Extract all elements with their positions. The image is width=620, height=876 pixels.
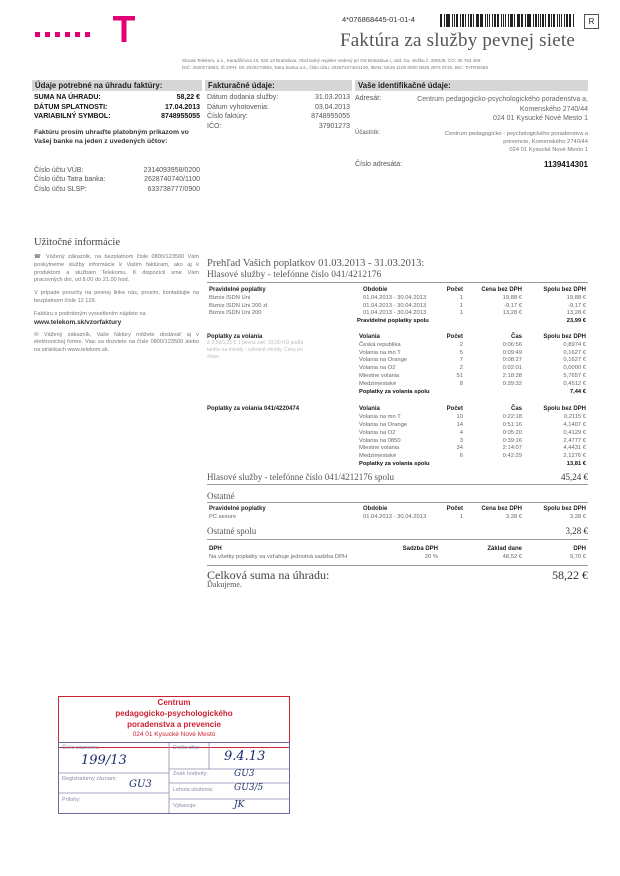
voice-total-label: Hlasové služby - telefónne číslo 041/4212176 spolu bbox=[207, 471, 394, 482]
kv-value: 2628740740/1100 bbox=[144, 176, 200, 183]
table-header-row bbox=[207, 506, 588, 514]
table-cell: -9,17 € bbox=[503, 302, 522, 309]
barcode-bar bbox=[561, 14, 562, 27]
table-cell: 4 bbox=[459, 429, 463, 436]
table-cell: Čas bbox=[510, 406, 522, 413]
barcode-bar bbox=[501, 14, 502, 27]
table-cell: Obdobie bbox=[363, 506, 388, 513]
table-cell: Pravidelné poplatky bbox=[209, 506, 266, 513]
barcode-bar bbox=[465, 14, 466, 27]
table-cell: Čas bbox=[510, 333, 522, 340]
barcode bbox=[440, 14, 575, 27]
kv-row bbox=[34, 112, 200, 122]
other-title: Ostatné bbox=[207, 491, 235, 502]
table-cell: 4,1407 € bbox=[563, 421, 586, 428]
attach-label: Prílohy: bbox=[62, 797, 81, 803]
barcode-bar bbox=[494, 14, 497, 27]
table-cell: 5 bbox=[459, 349, 463, 356]
text-line: 024 01 Kysucké Nové Mesto 1 bbox=[493, 115, 588, 122]
vat-cell: Základ dane bbox=[487, 546, 522, 553]
table-cell: 0,8974 € bbox=[563, 341, 586, 348]
addressee-number-label: Číslo adresáta: bbox=[355, 160, 403, 168]
calls1-block bbox=[207, 334, 588, 396]
total-label: Poplatky za volania spolu bbox=[359, 460, 430, 467]
table-cell: 13,28 € bbox=[566, 310, 586, 317]
table-cell: 8 bbox=[459, 380, 463, 387]
barcode-bar bbox=[462, 14, 465, 27]
barcode-bar bbox=[551, 14, 552, 27]
barcode-bar bbox=[525, 14, 526, 27]
table-cell: Volania na Orange bbox=[359, 421, 408, 428]
table-row bbox=[207, 295, 588, 303]
useful-p1-text: Vážený zákazník, na bezplatnom čísle 0800/123500 Vám poskytneme služby informácie k Vašim faktúram, ako aj k produktom a službám Telekomu. K dispozícii sme Vám pracovných dni, od 8.00 do 21.00 hod. bbox=[34, 254, 200, 284]
vat-cell: Na všetky poplatky sa vzťahuje jednotná sadzba DPH bbox=[209, 554, 348, 561]
table-row bbox=[357, 453, 588, 461]
table-cell: 3 bbox=[459, 437, 463, 444]
mark-label: Znak hodnoty: bbox=[173, 771, 208, 777]
table-cell: 0:22:18 bbox=[502, 414, 522, 421]
kv-label: Dátum vyhotovenia: bbox=[207, 103, 269, 111]
table-cell: 19,88 € bbox=[502, 294, 522, 301]
table-cell: 0:02:01 bbox=[502, 365, 522, 372]
barcode-bar bbox=[452, 14, 453, 27]
kv-row bbox=[34, 166, 200, 176]
table-row bbox=[357, 414, 588, 422]
vat-cell: Sadzba DPH bbox=[402, 546, 438, 553]
kv-row bbox=[207, 112, 350, 122]
kv-label: IČO: bbox=[207, 122, 222, 130]
barcode-bar bbox=[542, 14, 544, 27]
addressee-number: 1139414301 bbox=[543, 159, 588, 169]
table-cell: 3,28 € bbox=[505, 514, 522, 521]
addressee-number-row bbox=[355, 160, 588, 170]
table-cell: 19,88 € bbox=[566, 294, 586, 301]
barcode-bar bbox=[540, 14, 541, 27]
stamp-line-3: poradenstva a prevencie bbox=[127, 720, 221, 729]
table-cell: 2,1276 € bbox=[563, 453, 586, 460]
table-cell: 13,28 € bbox=[502, 310, 522, 317]
useful-p1 bbox=[34, 254, 199, 285]
table-cell: -9,17 € bbox=[567, 302, 586, 309]
reg-label: Číslo záznamu: bbox=[62, 745, 100, 751]
kv-label: DÁTUM SPLATNOSTI: bbox=[34, 103, 108, 111]
useful-p4 bbox=[34, 332, 199, 355]
table-cell: Obdobie bbox=[363, 287, 388, 293]
table-cell: 5,7657 € bbox=[563, 372, 586, 379]
invoice-title: Faktúra za služby pevnej siete bbox=[340, 30, 575, 51]
kv-row bbox=[34, 93, 200, 103]
kv-row bbox=[34, 175, 200, 185]
barcode-bar bbox=[535, 14, 537, 27]
table-cell: 10 bbox=[456, 414, 463, 421]
vat-row bbox=[207, 554, 588, 562]
barcode-bar bbox=[559, 14, 560, 27]
table-total-row bbox=[357, 389, 588, 397]
total-value: 13,81 € bbox=[566, 460, 586, 467]
table-cell: 6 bbox=[459, 453, 463, 460]
table-cell: Volania na 0850 bbox=[359, 437, 401, 444]
table-cell: Medzimestské bbox=[359, 453, 397, 460]
table-cell: 7 bbox=[459, 357, 463, 364]
table-cell: 2 bbox=[459, 365, 463, 372]
table-cell: 2,4777 € bbox=[563, 437, 586, 444]
useful-p4-text: Vážený zákazník, Vaše faktúry môžete dostávať aj v elektronickej forme. Viac sa dozviete na čísle 0800/123500 alebo na stránkach www.telekom.sk. bbox=[34, 331, 199, 354]
received-handwritten: 9.4.13 bbox=[224, 749, 266, 764]
text-line: Komenského 2740/44 bbox=[519, 105, 588, 113]
grand-total-row bbox=[207, 567, 588, 582]
kv-label: Číslo faktúry: bbox=[207, 113, 248, 120]
address-label: Adresát: bbox=[355, 95, 382, 102]
vat-cell: 9,70 € bbox=[569, 554, 586, 561]
table-cell: Spolu bez DPH bbox=[543, 287, 586, 293]
kv-row bbox=[34, 103, 200, 113]
table-row bbox=[357, 365, 588, 373]
table-cell: 1 bbox=[459, 514, 463, 521]
other-total-label: Ostatné spolu bbox=[207, 525, 257, 536]
kv-row bbox=[34, 185, 200, 195]
table-cell: 01.04.2013 - 30.04.2013 bbox=[363, 302, 427, 309]
voice-title: Hlasové služby - telefónne číslo 041/4212176 bbox=[207, 270, 382, 280]
other-total: 3,28 € bbox=[565, 525, 588, 536]
table-row bbox=[207, 514, 588, 522]
table-cell: Miestne volania bbox=[359, 372, 400, 379]
table-row bbox=[357, 445, 588, 453]
table-cell: Počet bbox=[446, 333, 463, 340]
table-cell: 0,1627 € bbox=[563, 357, 586, 364]
billing-box bbox=[205, 80, 352, 131]
org-stamp bbox=[58, 696, 290, 748]
ident-box bbox=[355, 80, 588, 169]
kv-value: 58,22 € bbox=[176, 94, 200, 101]
table-row bbox=[357, 438, 588, 446]
table-cell: 0,0000 € bbox=[563, 365, 586, 372]
table-header-row bbox=[207, 287, 588, 295]
calls2-table bbox=[357, 406, 588, 468]
barcode-bar bbox=[508, 14, 509, 27]
kv-row bbox=[207, 93, 350, 103]
barcode-bar bbox=[440, 14, 442, 27]
kv-label: SUMA NA ÚHRADU: bbox=[34, 94, 101, 101]
barcode-bar bbox=[545, 14, 546, 27]
table-cell: 14 bbox=[456, 421, 463, 428]
table-cell: Cena bez DPH bbox=[481, 506, 522, 513]
vat-cell: 48,52 € bbox=[502, 554, 522, 561]
table-cell: Počet bbox=[446, 506, 463, 513]
barcode-bar bbox=[569, 14, 571, 27]
table-cell: 0,4512 € bbox=[563, 380, 586, 387]
table-cell: 01.04.2013 - 30.04.2013 bbox=[363, 514, 427, 521]
table-cell: 01.04.2013 - 30.04.2013 bbox=[363, 310, 427, 317]
barcode-bar bbox=[454, 14, 456, 27]
provider-info bbox=[182, 57, 600, 71]
barcode-bar bbox=[517, 14, 518, 27]
telekom-logo bbox=[35, 6, 145, 46]
barcode-bar bbox=[487, 14, 489, 27]
logo-dots bbox=[35, 32, 95, 39]
table-cell: 0:51:16 bbox=[502, 421, 522, 428]
table-row bbox=[357, 373, 588, 381]
barcode-bar bbox=[497, 14, 499, 27]
table-cell: Počet bbox=[446, 406, 463, 413]
kv-row bbox=[207, 103, 350, 113]
table-cell: Biznis ISDN Uni 200 bbox=[209, 310, 262, 317]
file-handwritten: GU3 bbox=[129, 779, 152, 790]
table-cell: Volania bbox=[359, 333, 380, 340]
calls1-label: Poplatky za volania bbox=[207, 333, 263, 340]
ident-header: Vaše identifikačné údaje: bbox=[355, 80, 588, 91]
table-cell: Česká republika bbox=[359, 341, 401, 348]
barcode-bar bbox=[521, 14, 523, 27]
text-line: Centrum pedagogicko-psychologického poradenstva a, bbox=[417, 96, 588, 103]
table-cell: 34 bbox=[456, 445, 463, 452]
voice-total-row bbox=[207, 473, 588, 483]
barcode-bar bbox=[470, 14, 472, 27]
barcode-bar bbox=[533, 14, 534, 27]
table-total-row bbox=[207, 318, 588, 326]
barcode-bar bbox=[538, 14, 539, 27]
stamp-line-2: pedagogicko-psychologického bbox=[115, 709, 233, 718]
total-label: Pravidelné poplatky spolu bbox=[357, 318, 429, 325]
keep-handwritten: GU3/5 bbox=[234, 783, 264, 793]
kv-value: 2314093958/0200 bbox=[143, 166, 200, 174]
calls1-note: Z 2,58/1,21 € 1 pevná sieť, 03,00 HÚ podľa tarifov za minúty - vybrané minúty. Ceny po zľave. bbox=[207, 339, 304, 360]
total-value: 7,44 € bbox=[569, 388, 586, 395]
table-total-row bbox=[357, 461, 588, 469]
table-cell: 0:05:20 bbox=[502, 429, 522, 436]
barcode-bar bbox=[553, 14, 555, 27]
stamp-line-1: Centrum bbox=[157, 698, 191, 707]
payment-note: Faktúru prosím uhraďte platobným príkazom vo Vašej banke na jeden z uvedených účtov: bbox=[34, 128, 189, 145]
text-line: prevencie, Komenského 2740/44 bbox=[503, 138, 588, 145]
reg-handwritten: 199/13 bbox=[81, 753, 127, 768]
table-cell: 1 bbox=[459, 294, 463, 301]
table-row bbox=[357, 422, 588, 430]
other-total-row bbox=[207, 527, 588, 537]
table-row bbox=[357, 357, 588, 365]
barcode-bar bbox=[477, 14, 479, 27]
barcode-bar bbox=[528, 14, 531, 27]
barcode-bar bbox=[485, 14, 486, 27]
vat-row bbox=[207, 546, 588, 554]
barcode-bar bbox=[527, 14, 528, 27]
phone-icon: ☎ bbox=[34, 254, 47, 260]
barcode-bar bbox=[444, 14, 445, 27]
table-row bbox=[357, 350, 588, 358]
vat-cell: DPH bbox=[209, 546, 222, 553]
handler-label: Vybavuje: bbox=[173, 803, 197, 809]
overview-title: Prehľad Vašich poplatkov 01.03.2013 - 31.03.2013: bbox=[207, 258, 425, 269]
table-cell: Volania na O2 bbox=[359, 429, 396, 436]
table-cell: Volania na O2 bbox=[359, 365, 396, 372]
kv-value: 31.03.2013 bbox=[314, 94, 350, 101]
table-cell: Spolu bez DPH bbox=[543, 333, 586, 340]
table-cell: Volania na mo T bbox=[359, 349, 401, 356]
table-cell: Počet bbox=[446, 287, 463, 293]
kv-value: 633738777/0900 bbox=[147, 185, 200, 193]
table-cell: 01.04.2013 - 30.04.2013 bbox=[363, 294, 427, 301]
calls1-table bbox=[357, 334, 588, 396]
table-cell: 0:09:49 bbox=[502, 349, 522, 356]
payment-header: Údaje potrebné na úhradu faktúry: bbox=[32, 80, 202, 91]
barcode-bar bbox=[446, 14, 447, 27]
table-cell: 0:08:27 bbox=[502, 357, 522, 364]
overview bbox=[207, 258, 588, 589]
barcode-bar bbox=[476, 14, 477, 27]
thanks: Ďakujeme. bbox=[207, 580, 242, 590]
barcode-bar bbox=[480, 14, 483, 27]
barcode-bar bbox=[473, 14, 474, 27]
regular-fees-table bbox=[207, 287, 588, 326]
table-cell: 2:14:07 bbox=[502, 445, 522, 452]
barcode-bar bbox=[510, 14, 513, 27]
kv-row bbox=[207, 122, 350, 132]
barcode-bar bbox=[456, 14, 458, 27]
calls2-label: Poplatky za volania 041/4220474 bbox=[207, 406, 300, 413]
table-cell: Volania na mo T bbox=[359, 414, 401, 421]
email-icon: ✉ bbox=[34, 331, 44, 338]
table-row bbox=[207, 310, 588, 318]
participant-label: Účastník: bbox=[355, 129, 381, 136]
kv-value: 37901273 bbox=[318, 122, 350, 130]
table-header-row bbox=[357, 334, 588, 342]
table-header-row bbox=[357, 406, 588, 414]
table-cell: 2 bbox=[459, 341, 463, 348]
useful-title: Užitočné informácie bbox=[34, 237, 120, 248]
total-value: 23,99 € bbox=[566, 318, 586, 325]
useful-link[interactable]: www.telekom.sk/vzorfaktury bbox=[34, 318, 122, 326]
useful-p2: V prípade poruchy na pevnej linke nás, prosím, kontaktujte na bezplatnom čísle 12 129. bbox=[34, 290, 199, 304]
billing-header: Fakturačné údaje: bbox=[205, 80, 352, 91]
kv-label: Dátum dodania služby: bbox=[207, 94, 279, 101]
provider-line-2: DIČ: 2020273893, IČ DPH: SK 2020273893, Tatra banka a.s., číslo účtu: 2628740740/1100, IBAN: SK26 1100 0000 0026 2874 0740, BIC: TATRSKBX bbox=[182, 65, 489, 70]
table-row bbox=[357, 430, 588, 438]
barcode-bar bbox=[573, 14, 574, 27]
table-cell: Pravidelné poplatky bbox=[209, 287, 266, 293]
table-cell: Biznis ISDN Uni bbox=[209, 294, 251, 301]
table-cell: 0:06:56 bbox=[502, 341, 522, 348]
table-cell: Cena bez DPH bbox=[481, 287, 522, 293]
barcode-bar bbox=[489, 14, 490, 27]
text-line: Centrum pedagogicko - psychologického poradenstva a bbox=[444, 130, 588, 137]
barcode-bar bbox=[468, 14, 469, 27]
kv-label: Číslo účtu Tatra banka: bbox=[34, 176, 106, 183]
barcode-bar bbox=[518, 14, 520, 27]
barcode-bar bbox=[514, 14, 515, 27]
barcode-bar bbox=[492, 14, 493, 27]
kv-label: Číslo účtu SLSP: bbox=[34, 185, 87, 193]
table-cell: 2:18:38 bbox=[502, 372, 522, 379]
corner-mark: R bbox=[584, 14, 599, 29]
table-cell: 0:42:29 bbox=[502, 453, 522, 460]
barcode-bar bbox=[447, 14, 450, 27]
table-cell: 0,1627 € bbox=[563, 349, 586, 356]
vat-cell: 20 % bbox=[424, 554, 438, 561]
voice-total: 45,24 € bbox=[561, 471, 588, 482]
calls2-block bbox=[207, 406, 588, 468]
kv-value: 8748955055 bbox=[161, 113, 200, 120]
payment-box bbox=[32, 80, 202, 194]
table-cell: 4,4431 € bbox=[563, 445, 586, 452]
stamp-line-4: 024 01 Kysucké Nové Mesto bbox=[132, 731, 216, 738]
barcode-bar bbox=[460, 14, 461, 27]
barcode-bar bbox=[557, 14, 559, 27]
grand-total-label: Celková suma na úhradu: bbox=[207, 567, 330, 582]
kv-label: Číslo účtu VÚB: bbox=[34, 166, 84, 174]
table-cell: Volania bbox=[359, 406, 380, 413]
handler-handwritten: JK bbox=[234, 800, 245, 810]
kv-value: 17.04.2013 bbox=[164, 103, 200, 111]
useful-p3: Faktúru s podrobným vysvetlením nájdete na bbox=[34, 310, 146, 317]
table-cell: 0,4129 € bbox=[563, 429, 586, 436]
participant-block bbox=[355, 130, 588, 154]
barcode-bar bbox=[548, 14, 551, 27]
kv-label: VARIABILNÝ SYMBOL: bbox=[34, 113, 111, 120]
barcode-bar bbox=[503, 14, 504, 27]
table-cell: 0:39:32 bbox=[502, 380, 522, 387]
table-cell: 0,2115 € bbox=[563, 414, 586, 421]
useful-info bbox=[34, 237, 199, 355]
keep-label: Lehota uloženia: bbox=[173, 787, 214, 793]
kv-value: 03.04.2013 bbox=[314, 103, 350, 111]
barcode-bar bbox=[564, 14, 565, 27]
provider-line-1: Slovak Telekom, a.s., Karadžičova 10, 825 13 Bratislava, Obchodný register vedený pri OS Bratislava I, odd. Sa, vložka č. 2081/B, ČO: 35 763 469 bbox=[182, 58, 481, 63]
table-row bbox=[357, 342, 588, 350]
registry-stamp bbox=[58, 742, 290, 814]
address-block bbox=[355, 95, 588, 124]
table-cell: 51 bbox=[456, 372, 463, 379]
table-row bbox=[357, 381, 588, 389]
table-cell: PC sesure bbox=[209, 514, 237, 521]
table-cell: Volania na Orange bbox=[359, 357, 408, 364]
table-cell: 3,28 € bbox=[569, 514, 586, 521]
text-line: 024 01 Kysucké Nové Mesto 1 bbox=[509, 146, 588, 153]
table-cell: 0:39:16 bbox=[502, 437, 522, 444]
barcode-number: 4*076868445-01-01-4 bbox=[342, 15, 415, 24]
file-label: Registratúrny záznam: bbox=[62, 776, 118, 782]
table-cell: 1 bbox=[459, 310, 463, 317]
total-label: Poplatky za volania spolu bbox=[359, 388, 430, 395]
table-row bbox=[207, 303, 588, 311]
table-cell: Medzimestské bbox=[359, 380, 397, 387]
table-cell: Spolu bez DPH bbox=[543, 406, 586, 413]
vat-cell: DPH bbox=[573, 546, 586, 553]
received-label: Došlo dňa: bbox=[173, 745, 200, 751]
table-cell: Spolu bez DPH bbox=[543, 506, 586, 513]
barcode-bar bbox=[505, 14, 507, 27]
vat-table bbox=[207, 546, 588, 562]
table-cell: 1 bbox=[459, 302, 463, 309]
grand-total: 58,22 € bbox=[552, 567, 588, 582]
table-cell: Biznis ISDN Uni 200 zl. bbox=[209, 302, 269, 309]
table-cell: Miestne volania bbox=[359, 445, 400, 452]
barcode-bar bbox=[566, 14, 569, 27]
kv-value: 8748955055 bbox=[311, 113, 350, 120]
mark-handwritten: GU3 bbox=[234, 769, 255, 779]
other-fees-table bbox=[207, 506, 588, 522]
